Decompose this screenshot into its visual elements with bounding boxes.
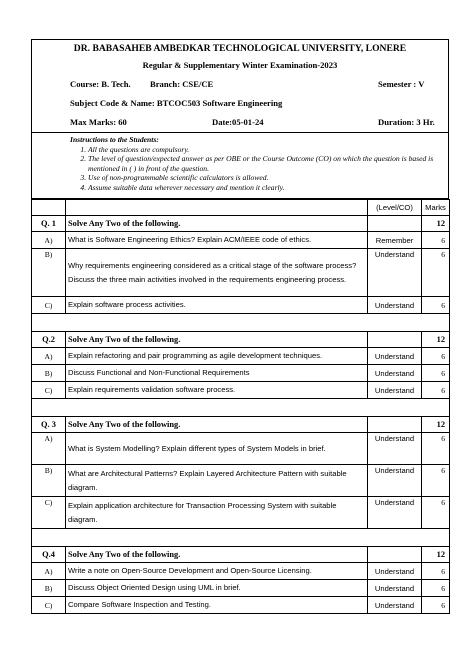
part-marks: 6 bbox=[422, 365, 450, 382]
part-text: Explain requirements validation software process. bbox=[66, 382, 368, 399]
subquestion-row bbox=[32, 365, 450, 382]
part-marks: 6 bbox=[422, 433, 450, 465]
semester-label: Semester : V bbox=[378, 79, 425, 89]
part-level: Understand bbox=[368, 597, 422, 614]
subquestion-row bbox=[32, 232, 450, 249]
part-label: A) bbox=[32, 563, 66, 580]
subject-row bbox=[32, 94, 448, 112]
part-level: Remember bbox=[368, 232, 422, 249]
subquestion-row bbox=[32, 433, 450, 465]
part-marks: 6 bbox=[422, 563, 450, 580]
part-marks: 6 bbox=[422, 497, 450, 529]
marks-column-header: Marks bbox=[422, 200, 450, 216]
part-level: Understand bbox=[368, 382, 422, 399]
subquestion-row bbox=[32, 563, 450, 580]
part-label: A) bbox=[32, 232, 66, 249]
question-number: Q. 3 bbox=[32, 417, 66, 433]
part-label: C) bbox=[32, 382, 66, 399]
part-text: What is Software Engineering Ethics? Explain ACM/IEEE code of ethics. bbox=[66, 232, 368, 249]
course-row bbox=[32, 74, 448, 94]
subquestion-row bbox=[32, 465, 450, 497]
part-text: What is System Modelling? Explain different types of System Models in brief. bbox=[66, 433, 368, 465]
part-level: Understand bbox=[368, 297, 422, 314]
subquestion-row bbox=[32, 249, 450, 297]
part-text: Explain application architecture for Transaction Processing System with suitable diagram. bbox=[66, 497, 368, 529]
instructions-block bbox=[31, 133, 449, 199]
part-level: Understand bbox=[368, 465, 422, 497]
question-row bbox=[32, 332, 450, 348]
part-text: Compare Software Inspection and Testing. bbox=[66, 597, 368, 614]
part-text: Discuss Object Oriented Design using UML in brief. bbox=[66, 580, 368, 597]
part-level: Understand bbox=[368, 348, 422, 365]
part-label: C) bbox=[32, 497, 66, 529]
university-title: DR. BABASAHEB AMBEDKAR TECHNOLOGICAL UNIVERSITY, LONERE bbox=[73, 43, 407, 54]
question-marks: 12 bbox=[422, 216, 450, 232]
max-marks-label: Max Marks: 60 bbox=[70, 117, 127, 127]
question-paper bbox=[31, 39, 449, 614]
subquestion-row bbox=[32, 348, 450, 365]
subject-label: Subject Code & Name: BTCOC503 Software Engineering bbox=[70, 98, 283, 108]
part-level: Understand bbox=[368, 563, 422, 580]
subquestion-row bbox=[32, 580, 450, 597]
subquestion-row bbox=[32, 382, 450, 399]
part-label: B) bbox=[32, 249, 66, 297]
part-marks: 6 bbox=[422, 382, 450, 399]
part-label: C) bbox=[32, 297, 66, 314]
part-level: Understand bbox=[368, 249, 422, 297]
question-title: Solve Any Two of the following. bbox=[66, 216, 368, 232]
spacer-row bbox=[32, 399, 450, 417]
part-text: Explain refactoring and pair programming as agile development techniques. bbox=[66, 348, 368, 365]
column-header-row bbox=[32, 200, 450, 216]
part-label: A) bbox=[32, 348, 66, 365]
paper-header bbox=[31, 39, 449, 133]
part-level: Understand bbox=[368, 580, 422, 597]
part-text: Discuss Functional and Non-Functional Requirements bbox=[66, 365, 368, 382]
instruction-item: 4. Assume suitable data wherever necessary and mention it clearly. bbox=[88, 183, 448, 193]
date-label: Date:05-01-24 bbox=[212, 117, 264, 127]
question-number: Q. 1 bbox=[32, 216, 66, 232]
question-title: Solve Any Two of the following. bbox=[66, 547, 368, 563]
question-row bbox=[32, 216, 450, 232]
part-text: Write a note on Open-Source Development and Open-Source Licensing. bbox=[66, 563, 368, 580]
exam-title: Regular & Supplementary Winter Examination-2023 bbox=[142, 60, 338, 70]
question-number: Q.4 bbox=[32, 547, 66, 563]
part-marks: 6 bbox=[422, 249, 450, 297]
branch-label: Branch: CSE/CE bbox=[150, 79, 214, 89]
part-text: Explain software process activities. bbox=[66, 297, 368, 314]
instruction-item: 1. All the questions are compulsory. bbox=[88, 145, 448, 155]
instruction-item: 3. Use of non-programmable scientific calculators is allowed. bbox=[88, 173, 448, 183]
part-marks: 6 bbox=[422, 465, 450, 497]
part-level: Understand bbox=[368, 497, 422, 529]
subquestion-row bbox=[32, 597, 450, 614]
question-title: Solve Any Two of the following. bbox=[66, 417, 368, 433]
marks-date-row bbox=[32, 112, 448, 132]
subquestion-row bbox=[32, 297, 450, 314]
part-label: B) bbox=[32, 580, 66, 597]
level-column-header: (Level/CO) bbox=[368, 200, 422, 216]
part-label: C) bbox=[32, 597, 66, 614]
question-marks: 12 bbox=[422, 417, 450, 433]
duration-label: Duration: 3 Hr. bbox=[378, 117, 435, 127]
instructions-title: Instructions to the Students: bbox=[70, 135, 159, 144]
instructions-list bbox=[70, 145, 448, 193]
question-row bbox=[32, 547, 450, 563]
course-label: Course: B. Tech. bbox=[70, 79, 131, 89]
part-text: Why requirements engineering considered as a critical stage of the software process? Discuss the three main activities involved in the requirements engineering process. bbox=[66, 249, 368, 297]
question-title: Solve Any Two of the following. bbox=[66, 332, 368, 348]
subquestion-row bbox=[32, 497, 450, 529]
question-row bbox=[32, 417, 450, 433]
spacer-row bbox=[32, 314, 450, 332]
part-marks: 6 bbox=[422, 297, 450, 314]
part-marks: 6 bbox=[422, 580, 450, 597]
question-number: Q.2 bbox=[32, 332, 66, 348]
part-text: What are Architectural Patterns? Explain Layered Architecture Pattern with suitable diagram. bbox=[66, 465, 368, 497]
part-marks: 6 bbox=[422, 597, 450, 614]
question-marks: 12 bbox=[422, 547, 450, 563]
part-level: Understand bbox=[368, 433, 422, 465]
part-label: A) bbox=[32, 433, 66, 465]
spacer-row bbox=[32, 529, 450, 547]
part-marks: 6 bbox=[422, 232, 450, 249]
part-label: B) bbox=[32, 365, 66, 382]
instruction-item: 2. The level of question/expected answer as per OBE or the Course Outcome (CO) on which the question is based is mentioned in ( ) in front of the question. bbox=[88, 154, 448, 173]
question-marks: 12 bbox=[422, 332, 450, 348]
part-level: Understand bbox=[368, 365, 422, 382]
questions-table bbox=[31, 199, 450, 614]
part-marks: 6 bbox=[422, 348, 450, 365]
part-label: B) bbox=[32, 465, 66, 497]
